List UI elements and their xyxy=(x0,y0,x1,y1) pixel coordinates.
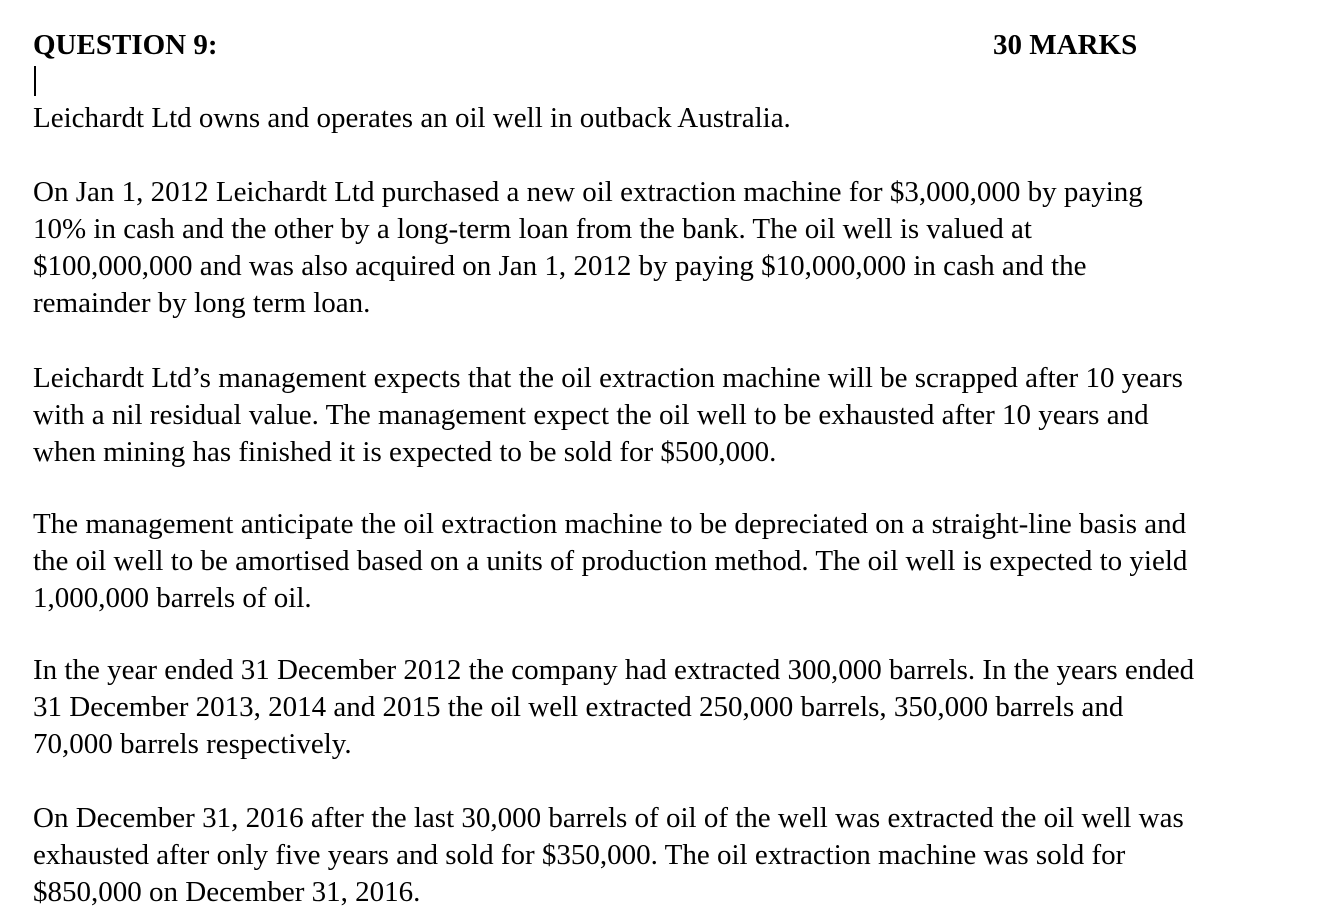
paragraph-expectations xyxy=(33,360,1323,471)
marks-label: 30 MARKS xyxy=(993,29,1138,61)
question-title: QUESTION 9: xyxy=(33,29,218,61)
paragraph-line: The management anticipate the oil extraction machine to be depreciated on a straight-line basis and xyxy=(33,508,1187,540)
paragraph-line: exhausted after only five years and sold for $350,000. The oil extraction machine was sold for xyxy=(33,839,1126,871)
question-header xyxy=(33,26,1323,66)
paragraph-line: the oil well to be amortised based on a units of production method. The oil well is expected to yield xyxy=(33,545,1188,577)
paragraph-line: 10% in cash and the other by a long-term loan from the bank. The oil well is valued at xyxy=(33,213,1032,245)
paragraph-depreciation xyxy=(33,506,1323,617)
paragraph-line: 70,000 barrels respectively. xyxy=(33,728,352,760)
paragraph-line: with a nil residual value. The management expect the oil well to be exhausted after 10 years and xyxy=(33,399,1149,431)
paragraph-intro xyxy=(33,100,1323,137)
text-cursor xyxy=(34,66,36,96)
paragraph-line: when mining has finished it is expected to be sold for $500,000. xyxy=(33,436,777,468)
paragraph-line: In the year ended 31 December 2012 the company had extracted 300,000 barrels. In the years ended xyxy=(33,654,1195,686)
paragraph-line: remainder by long term loan. xyxy=(33,287,371,319)
paragraph-disposal xyxy=(33,800,1323,911)
paragraph-line: 31 December 2013, 2014 and 2015 the oil well extracted 250,000 barrels, 350,000 barrels and xyxy=(33,691,1124,723)
paragraph-line: Leichardt Ltd owns and operates an oil well in outback Australia. xyxy=(33,102,791,134)
paragraph-line: On December 31, 2016 after the last 30,000 barrels of oil of the well was extracted the oil well was xyxy=(33,802,1184,834)
paragraph-line: $100,000,000 and was also acquired on Jan 1, 2012 by paying $10,000,000 in cash and the xyxy=(33,250,1087,282)
paragraph-line: $850,000 on December 31, 2016. xyxy=(33,876,421,908)
paragraph-extraction xyxy=(33,652,1323,763)
paragraph-line: 1,000,000 barrels of oil. xyxy=(33,582,312,614)
paragraph-purchase xyxy=(33,174,1323,322)
paragraph-line: Leichardt Ltd’s management expects that the oil extraction machine will be scrapped after 10 years xyxy=(33,362,1183,394)
paragraph-line: On Jan 1, 2012 Leichardt Ltd purchased a new oil extraction machine for $3,000,000 by paying xyxy=(33,176,1143,208)
